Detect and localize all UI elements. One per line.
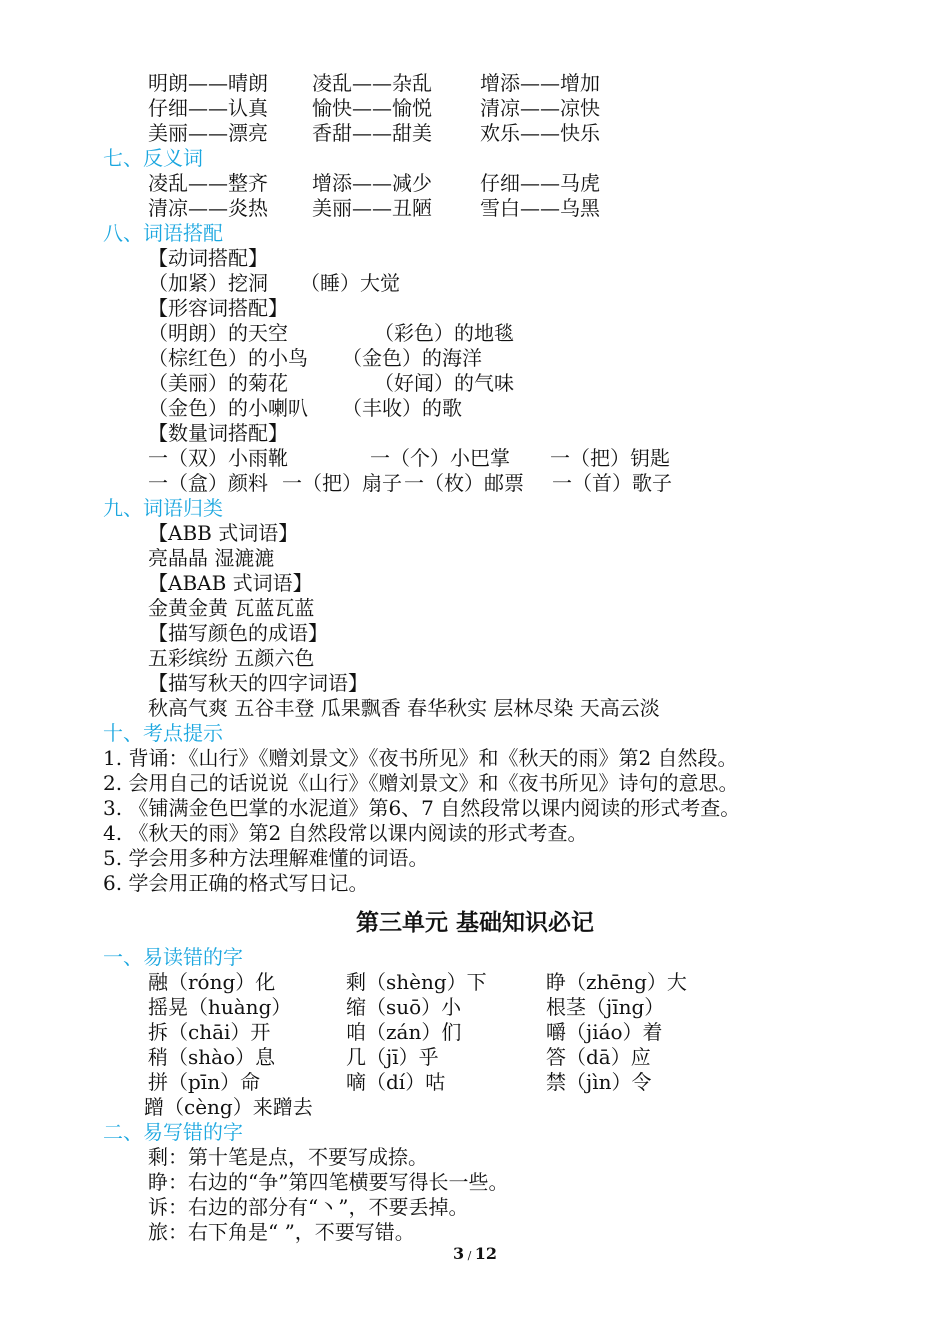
synonym-pair: 明朗——晴朗	[148, 71, 268, 95]
classify-words: 金黄金黄 瓦蓝瓦蓝	[148, 596, 315, 620]
collocation-item: 一（盒）颜料	[148, 471, 268, 495]
tip-item: 1. 背诵：《山行》《赠刘景文》《夜书所见》和《秋天的雨》第2 自然段。	[103, 746, 738, 770]
misread-heading: 一、易读错的字	[103, 945, 243, 969]
collocation-item: （金色）的海洋	[342, 346, 482, 370]
misread-item: 稍（shào）息	[148, 1045, 276, 1069]
collocation-item: （丰收）的歌	[342, 396, 462, 420]
miswrite-item: 诉：右边的部分有“丶”，不要丢掉。	[148, 1195, 469, 1219]
classify-label: 【ABAB 式词语】	[148, 571, 313, 595]
current-page: 3	[452, 1244, 465, 1263]
total-pages: 12	[474, 1244, 498, 1263]
tips-heading: 十、考点提示	[103, 721, 223, 745]
misread-item: 拼（pīn）命	[148, 1070, 261, 1094]
antonym-pair: 雪白——乌黑	[480, 196, 600, 220]
antonyms-heading: 七、反义词	[103, 146, 203, 170]
collocation-item: （彩色）的地毯	[374, 321, 514, 345]
collocation-item: 一（双）小雨靴	[148, 446, 288, 470]
misread-item: 根茎（jīng）	[546, 995, 665, 1019]
antonym-pair: 凌乱——整齐	[148, 171, 268, 195]
misread-item: 几（jī）乎	[346, 1045, 439, 1069]
collocation-item: 一（首）歌子	[552, 471, 672, 495]
collocation-item: 一（把）钥匙	[550, 446, 670, 470]
page-separator: /	[464, 1249, 475, 1262]
synonym-pair: 仔细——认真	[148, 96, 268, 120]
antonym-pair: 美丽——丑陋	[312, 196, 432, 220]
collocation-item: （棕红色）的小鸟	[148, 346, 308, 370]
classify-heading: 九、词语归类	[103, 496, 223, 520]
collocation-item: 一（个）小巴掌	[370, 446, 510, 470]
synonym-pair: 香甜——甜美	[312, 121, 432, 145]
misread-item: 嘀（dí）咕	[346, 1070, 446, 1094]
classify-label: 【描写颜色的成语】	[148, 621, 328, 645]
misread-item: 嚼（jiáo）着	[546, 1020, 663, 1044]
misread-item: 蹭（cèng）来蹭去	[144, 1095, 313, 1119]
misread-item: 拆（chāi）开	[148, 1020, 271, 1044]
misread-item: 睁（zhēng）大	[546, 970, 687, 994]
misread-item: 剩（shèng）下	[346, 970, 487, 994]
misread-item: 摇晃（huàng）	[148, 995, 292, 1019]
tip-item: 5. 学会用多种方法理解难懂的词语。	[103, 846, 429, 870]
synonym-pair: 增添——增加	[480, 71, 600, 95]
synonym-pair: 美丽——漂亮	[148, 121, 268, 145]
synonym-pair: 愉快——愉悦	[312, 96, 432, 120]
collocation-item: （好闻）的气味	[374, 371, 514, 395]
antonym-pair: 仔细——马虎	[480, 171, 600, 195]
classify-label: 【ABB 式词语】	[148, 521, 299, 545]
quantity-collocation-label: 【数量词搭配】	[148, 421, 288, 445]
page-number	[0, 1244, 950, 1263]
collocation-item: 一（把）扇子	[282, 471, 402, 495]
collocation-item: 一（枚）邮票	[404, 471, 524, 495]
adj-collocation-label: 【形容词搭配】	[148, 296, 288, 320]
tip-item: 3. 《铺满金色巴掌的水泥道》第6、7 自然段常以课内阅读的形式考查。	[103, 796, 741, 820]
misread-item: 答（dā）应	[546, 1045, 651, 1069]
classify-words: 五彩缤纷 五颜六色	[148, 646, 315, 670]
misread-item: 融（róng）化	[148, 970, 276, 994]
classify-words: 亮晶晶 湿漉漉	[148, 546, 275, 570]
classify-label: 【描写秋天的四字词语】	[148, 671, 368, 695]
collocation-item: （睡）大觉	[300, 271, 400, 295]
collocation-item: （加紧）挖洞	[148, 271, 268, 295]
miswrite-item: 剩：第十笔是点，不要写成捺。	[148, 1145, 428, 1169]
antonym-pair: 清凉——炎热	[148, 196, 268, 220]
unit-title: 第三单元 基础知识必记	[355, 910, 594, 936]
collocation-item: （明朗）的天空	[148, 321, 288, 345]
misread-item: 咱（zán）们	[346, 1020, 462, 1044]
classify-words: 秋高气爽 五谷丰登 瓜果飘香 春华秋实 层林尽染 天高云淡	[148, 696, 660, 720]
tip-item: 4. 《秋天的雨》第2 自然段常以课内阅读的形式考查。	[103, 821, 588, 845]
synonym-pair: 清凉——凉快	[480, 96, 600, 120]
miswrite-heading: 二、易写错的字	[103, 1120, 243, 1144]
miswrite-item: 睁：右边的“争”第四笔横要写得长一些。	[148, 1170, 509, 1194]
misread-item: 缩（suō）小	[346, 995, 462, 1019]
collocation-item: （美丽）的菊花	[148, 371, 288, 395]
collocation-heading: 八、词语搭配	[103, 221, 223, 245]
synonym-pair: 欢乐——快乐	[480, 121, 600, 145]
miswrite-item: 旅：右下角是“ ”，不要写错。	[148, 1220, 415, 1244]
tip-item: 2. 会用自己的话说说《山行》《赠刘景文》和《夜书所见》诗句的意思。	[103, 771, 739, 795]
verb-collocation-label: 【动词搭配】	[148, 246, 268, 270]
collocation-item: （金色）的小喇叭	[148, 396, 308, 420]
antonym-pair: 增添——减少	[312, 171, 432, 195]
tip-item: 6. 学会用正确的格式写日记。	[103, 871, 369, 895]
misread-item: 禁（jìn）令	[546, 1070, 652, 1094]
synonym-pair: 凌乱——杂乱	[312, 71, 432, 95]
